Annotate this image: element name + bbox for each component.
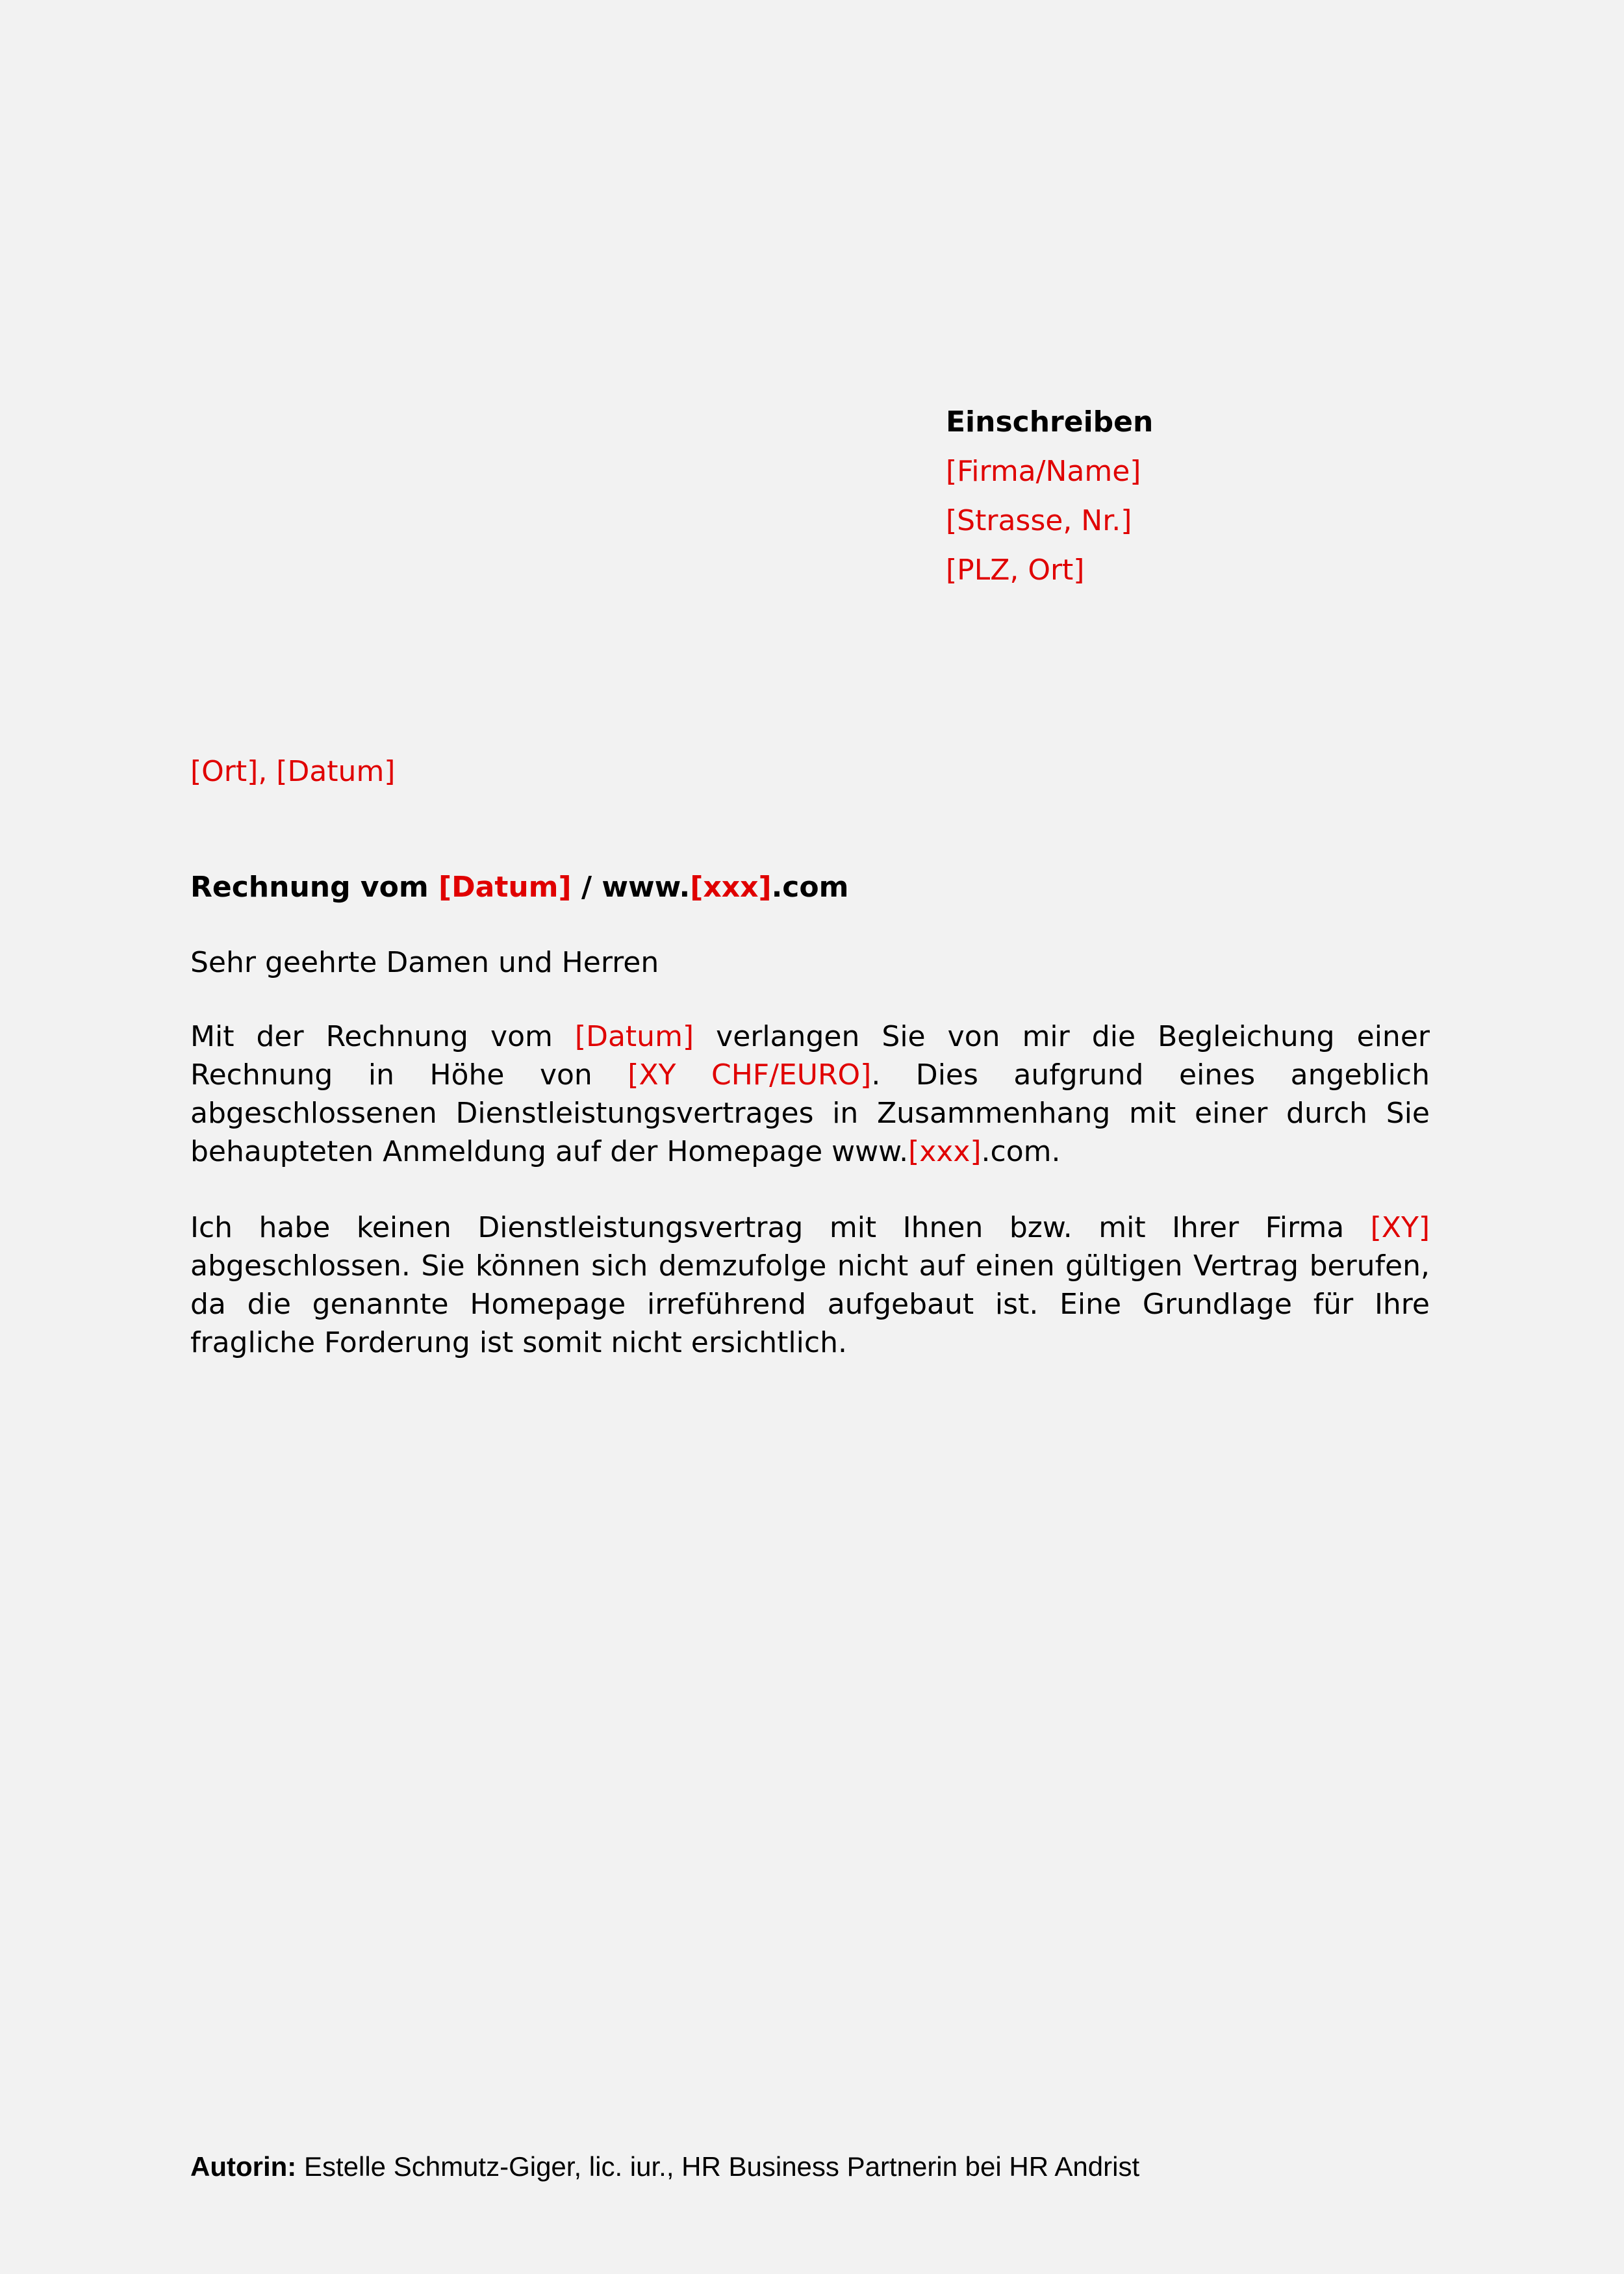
recipient-address bbox=[946, 398, 1153, 595]
delivery-type: Einschreiben bbox=[946, 405, 1154, 439]
place-date-line bbox=[190, 747, 395, 797]
subject-prefix: Rechnung vom bbox=[190, 871, 438, 904]
subject-middle: / www. bbox=[571, 871, 691, 904]
author-text: Estelle Schmutz-Giger, lic. iur., HR Business Partnerin bei HR Andrist bbox=[296, 2151, 1140, 2182]
para2-firm: [XY] bbox=[1370, 1211, 1430, 1244]
place-date-separator: , bbox=[258, 755, 277, 788]
subject-domain: [xxx] bbox=[690, 871, 772, 904]
subject-date: [Datum] bbox=[438, 871, 572, 904]
recipient-company: [Firma/Name] bbox=[946, 455, 1141, 488]
para1-text-3: . Dies aufgrund eines angeblich abgeschlossenen Dienstleistungsvertrages in Zusammenhang mit einer durch Sie behaupteten Anmeldung auf der Homepage www. bbox=[190, 1058, 1430, 1168]
date-placeholder: [Datum] bbox=[276, 755, 396, 788]
author-footer bbox=[190, 2147, 1139, 2186]
subject-suffix: .com bbox=[771, 871, 849, 904]
body-paragraph-1 bbox=[190, 1017, 1430, 1171]
body-paragraph-2 bbox=[190, 1208, 1430, 1362]
para1-domain: [xxx] bbox=[908, 1135, 982, 1168]
place-placeholder: [Ort] bbox=[190, 755, 259, 788]
para2-text-1: Ich habe keinen Dienstleistungsvertrag mit Ihnen bzw. mit Ihrer Firma bbox=[190, 1211, 1371, 1244]
recipient-street: [Strasse, Nr.] bbox=[946, 504, 1132, 537]
para2-text-2: abgeschlossen. Sie können sich demzufolge nicht auf einen gültigen Vertrag berufen, da die genannte Homepage irreführend aufgebaut ist. Eine Grundlage für Ihre fragliche Forderung ist somit nicht ersichtlich. bbox=[190, 1249, 1430, 1359]
para1-text-1: Mit der Rechnung vom bbox=[190, 1020, 575, 1053]
salutation: Sehr geehrte Damen und Herren bbox=[190, 946, 659, 979]
recipient-postal-city: [PLZ, Ort] bbox=[946, 554, 1085, 587]
para1-date: [Datum] bbox=[574, 1020, 694, 1053]
subject-line bbox=[190, 863, 848, 912]
para1-text-4: .com. bbox=[981, 1135, 1061, 1168]
para1-text-2: verlangen Sie von mir die Begleichung einer Rechnung in Höhe von bbox=[190, 1020, 1430, 1092]
author-label: Autorin: bbox=[190, 2151, 297, 2182]
para1-amount: [XY CHF/EURO] bbox=[628, 1058, 872, 1092]
